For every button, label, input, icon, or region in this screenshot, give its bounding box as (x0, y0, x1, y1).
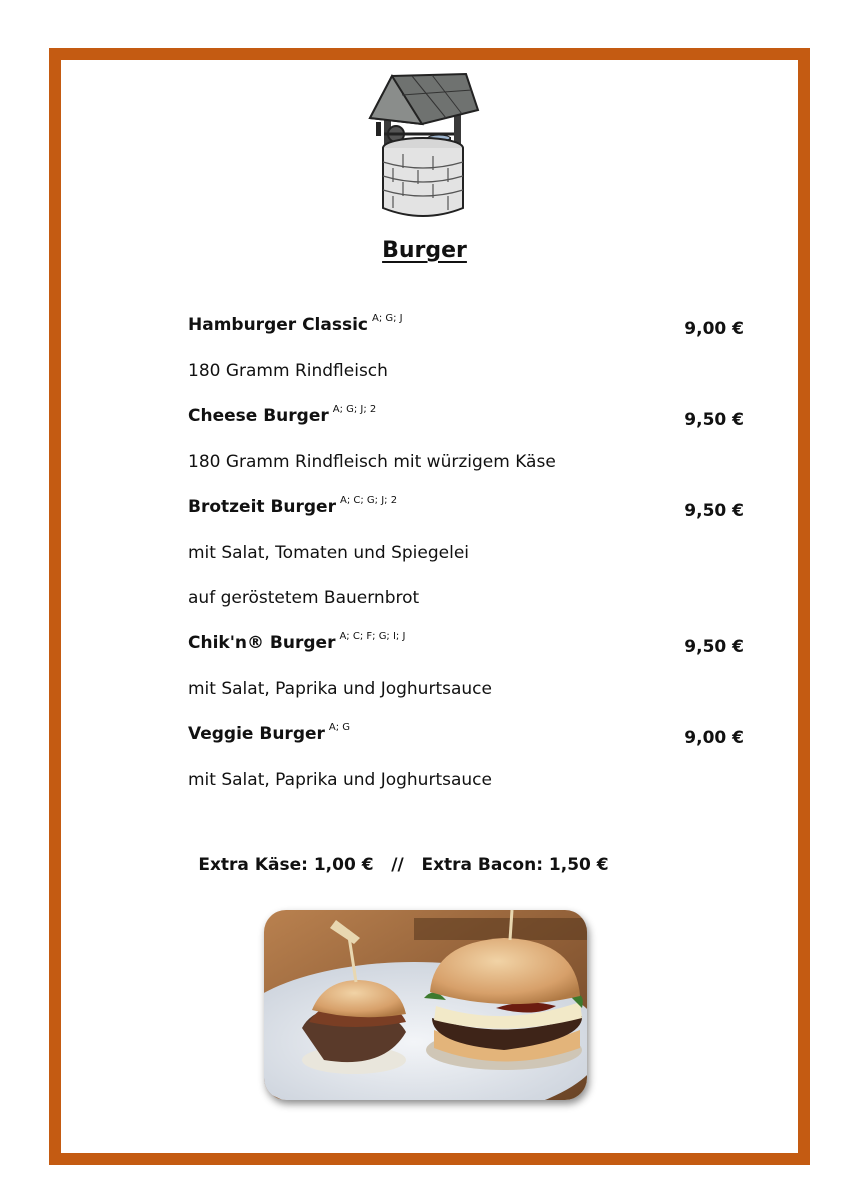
menu-item (188, 310, 748, 401)
allergen-codes: A; C; G; J; 2 (339, 495, 398, 506)
allergen-codes: A; G; J (372, 313, 403, 324)
extras-line: Extra Käse: 1,00 € // Extra Bacon: 1,50 € (198, 855, 609, 875)
menu-item (188, 628, 748, 719)
wishing-well-icon (362, 70, 484, 220)
menu-item (188, 719, 748, 810)
menu-list (188, 310, 748, 810)
burger-photo-image (264, 910, 587, 1100)
item-name: Chik'n® Burger (188, 633, 336, 653)
allergen-codes: A; C; F; G; I; J (339, 631, 406, 642)
item-description: mit Salat, Paprika und Joghurtsauce (188, 679, 492, 699)
item-price: 9,00 € (684, 319, 744, 339)
item-price: 9,50 € (684, 501, 744, 521)
menu-item (188, 492, 748, 628)
item-description: 180 Gramm Rindfleisch mit würzigem Käse (188, 452, 556, 472)
item-description: mit Salat, Tomaten und Spiegelei (188, 543, 470, 563)
item-price: 9,50 € (684, 410, 744, 430)
burger-photo (264, 910, 587, 1100)
item-description: mit Salat, Paprika und Joghurtsauce (188, 770, 492, 790)
item-name: Brotzeit Burger (188, 497, 336, 517)
menu-item (188, 401, 748, 492)
page-title: Burger (382, 238, 467, 263)
allergen-codes: A; G; J; 2 (332, 404, 377, 415)
item-price: 9,00 € (684, 728, 744, 748)
item-name: Hamburger Classic (188, 315, 368, 335)
item-description: auf geröstetem Bauernbrot (188, 588, 420, 608)
item-price: 9,50 € (684, 637, 744, 657)
allergen-codes: A; G (328, 722, 351, 733)
item-name: Cheese Burger (188, 406, 329, 426)
item-name: Veggie Burger (188, 724, 325, 744)
item-description: 180 Gramm Rindfleisch (188, 361, 388, 381)
